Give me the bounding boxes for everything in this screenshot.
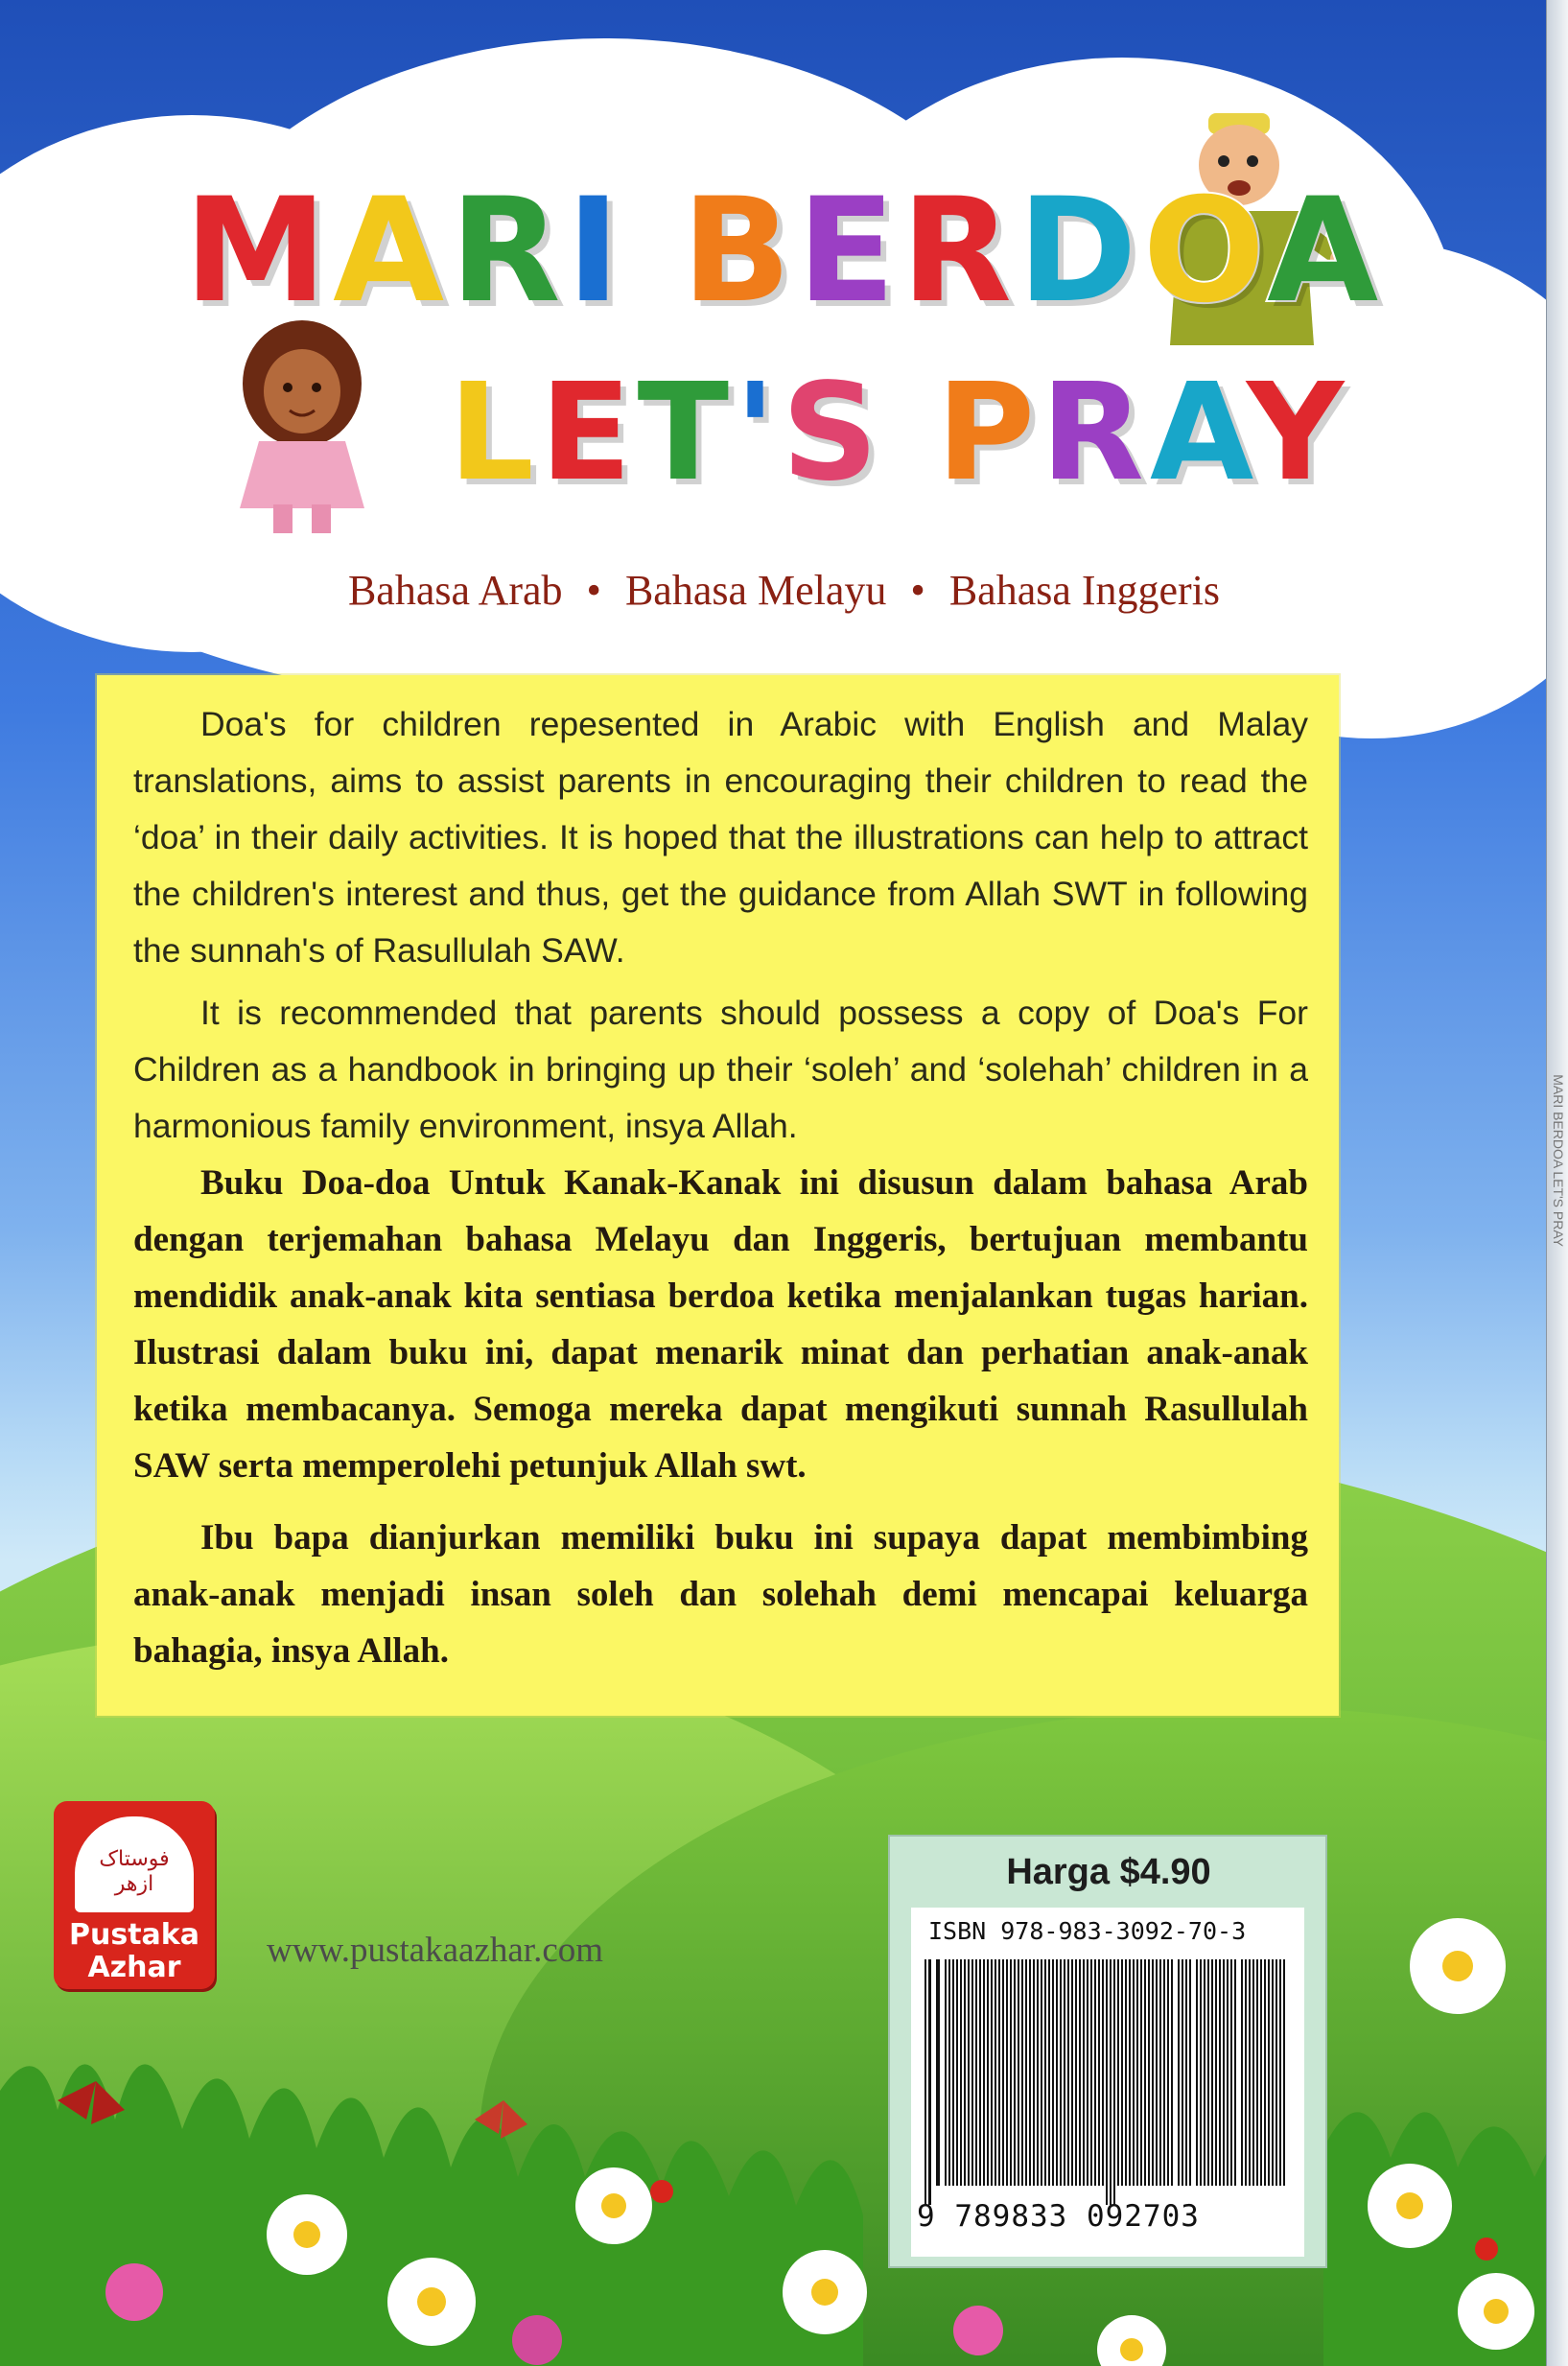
barcode-bar xyxy=(1241,1959,1243,2186)
price-label: Harga $4.90 xyxy=(1006,1852,1211,1892)
barcode-bar xyxy=(964,1959,966,2186)
barcode-bar xyxy=(979,1959,981,2186)
barcode-bar xyxy=(991,1959,993,2186)
barcode-bar xyxy=(1064,1959,1065,2186)
publisher-logo xyxy=(54,1801,215,1989)
title-line-1-letter: I xyxy=(566,168,626,335)
title-line-1-letter: R xyxy=(901,168,1018,335)
price-barcode-panel xyxy=(888,1835,1327,2268)
title-line-1-letter: R xyxy=(450,168,567,335)
separator-dot: • xyxy=(910,567,925,614)
barcode-bar xyxy=(1075,1959,1077,2186)
barcode-bar xyxy=(1098,1959,1100,2186)
title-line-1-letter: A xyxy=(1267,168,1385,335)
language-english: Bahasa Inggeris xyxy=(948,567,1221,614)
barcode-bar xyxy=(1211,1959,1213,2186)
barcode-bar xyxy=(1133,1959,1135,2186)
barcode-bar xyxy=(924,1959,926,2205)
barcode-bar xyxy=(956,1959,958,2186)
logo-arabic-text xyxy=(82,1847,186,1897)
barcode-bar xyxy=(1052,1959,1054,2186)
barcode-bar xyxy=(1219,1959,1221,2186)
barcode-bar xyxy=(1223,1959,1225,2186)
logo-name-line-2: Azhar xyxy=(87,1951,181,1984)
barcode-bar xyxy=(1204,1959,1205,2186)
barcode-bar xyxy=(1252,1959,1254,2186)
barcode-bar xyxy=(1121,1959,1123,2186)
barcode-bar xyxy=(1196,1959,1198,2186)
barcode-bar xyxy=(1279,1959,1281,2186)
barcode-bar xyxy=(1113,1959,1115,2205)
barcode-bar xyxy=(1029,1959,1031,2186)
title-line-2-letter: ' xyxy=(735,355,782,511)
barcode-bar xyxy=(1260,1959,1262,2186)
barcode-bar xyxy=(971,1959,973,2186)
barcode-bar xyxy=(1264,1959,1266,2186)
barcode-bar xyxy=(948,1959,950,2186)
barcode-bar xyxy=(1136,1959,1138,2186)
barcode-bar xyxy=(1087,1959,1088,2186)
barcode-bar xyxy=(952,1959,954,2186)
barcode-bar xyxy=(1033,1959,1035,2186)
barcode-bar xyxy=(1071,1959,1073,2186)
title-line-2-letter: E xyxy=(539,355,638,511)
logo-arabic-line-1: فوستاک xyxy=(99,1847,170,1871)
barcode-bar xyxy=(1106,1959,1108,2205)
title-line-1-letter: B xyxy=(681,168,798,335)
barcode-bar xyxy=(1256,1959,1258,2186)
barcode-bar xyxy=(1083,1959,1085,2186)
language-malay: Bahasa Melayu xyxy=(624,567,887,614)
barcode-bar xyxy=(1140,1959,1142,2186)
barcode-bar xyxy=(1018,1959,1019,2186)
malay-paragraph-1: Buku Doa-doa Untuk Kanak-Kanak ini disusun dalam bahasa Arab dengan terjemahan bahasa Melayu dan Inggeris, bertujuan membantu mendidik anak-anak kita sentiasa berdoa ketika menjalankan tugas harian. Ilustrasi dalam buku ini, dapat menarik minat dan perhatian anak-anak ketika membacanya. Semoga mereka dapat mengikuti sunnah Rasullulah SAW serta memperolehi petunjuk Allah swt. xyxy=(133,1163,1308,1486)
barcode-bar xyxy=(936,1959,940,2186)
barcode-bar xyxy=(1102,1959,1104,2186)
barcode-bar xyxy=(1094,1959,1096,2186)
barcode-bar xyxy=(1056,1959,1058,2186)
barcode-bar xyxy=(1152,1959,1154,2186)
barcode-bar xyxy=(1268,1959,1270,2186)
ean-digits: 9 789833 092703 xyxy=(917,2199,1200,2234)
barcode-bar xyxy=(1129,1959,1131,2186)
title-line-2-letter: A xyxy=(1149,355,1247,511)
barcode-bar xyxy=(1148,1959,1150,2186)
barcode-bar xyxy=(1245,1959,1247,2186)
barcode-bar xyxy=(1275,1959,1277,2186)
title-line-1-letter: A xyxy=(333,168,451,335)
barcode-bar xyxy=(998,1959,1000,2186)
barcode-bar xyxy=(1156,1959,1158,2186)
barcode-bar xyxy=(1060,1959,1062,2186)
barcode-bar xyxy=(1283,1959,1285,2186)
barcode-bar xyxy=(1041,1959,1042,2186)
spine-text: MARI BERDOA LET'S PRAY xyxy=(1551,1074,1566,1247)
barcode-bar xyxy=(1249,1959,1251,2186)
barcode-bar xyxy=(1067,1959,1069,2186)
barcode-bar xyxy=(1125,1959,1127,2186)
title-line-2-letter: Y xyxy=(1246,355,1350,511)
barcode-bar xyxy=(1090,1959,1092,2186)
title-line-2-letter: L xyxy=(448,355,540,511)
barcode-bar xyxy=(1171,1959,1173,2186)
title-line-2-letter: P xyxy=(936,355,1041,511)
barcode-bar xyxy=(1189,1959,1191,2186)
barcode-bar xyxy=(1117,1959,1119,2186)
barcode-bar xyxy=(1037,1959,1039,2186)
barcode-bar xyxy=(1014,1959,1016,2186)
barcode-bar xyxy=(1002,1959,1004,2186)
barcode-bar xyxy=(928,1959,931,2205)
barcode-bar xyxy=(1178,1959,1180,2186)
barcode-icon xyxy=(921,1959,1295,2205)
language-arabic: Bahasa Arab xyxy=(347,567,563,614)
barcode-bar xyxy=(1048,1959,1050,2186)
barcode-bar xyxy=(968,1959,970,2186)
separator-dot: • xyxy=(586,567,601,614)
barcode-area xyxy=(911,1908,1304,2257)
barcode-bar xyxy=(1025,1959,1027,2186)
barcode-bar xyxy=(960,1959,962,2186)
barcode-bar xyxy=(1207,1959,1209,2186)
barcode-bar xyxy=(1044,1959,1046,2186)
barcode-bar xyxy=(1272,1959,1274,2186)
barcode-bar xyxy=(983,1959,985,2186)
title-line-1-letter: E xyxy=(797,168,901,335)
title-line-2-letter: S xyxy=(781,355,884,511)
title-line-1-letter: M xyxy=(183,168,334,335)
barcode-bar xyxy=(1234,1959,1236,2186)
title-line-2-letter: T xyxy=(637,355,736,511)
publisher-website[interactable]: www.pustakaazhar.com xyxy=(267,1931,604,1970)
barcode-bar xyxy=(1185,1959,1187,2186)
barcode-bar xyxy=(1079,1959,1081,2186)
isbn-number: ISBN 978-983-3092-70-3 xyxy=(928,1917,1247,1945)
barcode-bar xyxy=(1006,1959,1008,2186)
malay-paragraph-2: Ibu bapa dianjurkan memiliki buku ini supaya dapat membimbing anak-anak menjadi insan soleh dan solehah demi mencapai keluarga bahagia, insya Allah. xyxy=(133,1518,1308,1671)
barcode-bar xyxy=(987,1959,989,2186)
title-line-2-letter: R xyxy=(1041,355,1150,511)
barcode-bar xyxy=(1010,1959,1012,2186)
barcode-bar xyxy=(975,1959,977,2186)
english-paragraph-2: It is recommended that parents should possess a copy of Doa's For Children as a handbook in bringing up their ‘soleh’ and ‘solehah’ children in a harmonious family environment, insya Allah. xyxy=(133,994,1308,1145)
barcode-bar xyxy=(995,1959,996,2186)
barcode-bar xyxy=(1163,1959,1165,2186)
title-line-1-letter: O xyxy=(1142,168,1268,335)
barcode-bar xyxy=(1215,1959,1217,2186)
english-paragraph-1: Doa's for children repesented in Arabic with English and Malay translations, aims to assist parents in encouraging their children to read the ‘doa’ in their daily activities. It is hoped that the illustrations can help to attract the children's interest and thus, get the guidance from Allah SWT in following the sunnah's of Rasullulah SAW. xyxy=(133,705,1308,970)
logo-arabic-line-2: ازهر xyxy=(114,1872,154,1896)
barcode-bar xyxy=(1200,1959,1202,2186)
barcode-bar xyxy=(1182,1959,1183,2186)
barcode-bar xyxy=(1021,1959,1023,2186)
barcode-bar xyxy=(1230,1959,1232,2186)
barcode-bar xyxy=(1159,1959,1161,2186)
barcode-bar xyxy=(945,1959,947,2186)
barcode-bar xyxy=(1144,1959,1146,2186)
book-spine-edge xyxy=(1546,0,1568,2366)
barcode-bar xyxy=(1167,1959,1169,2186)
barcode-bar xyxy=(1227,1959,1229,2186)
title-line-1-letter: D xyxy=(1018,168,1143,335)
barcode-bar xyxy=(1110,1959,1112,2205)
logo-name-line-1: Pustaka xyxy=(69,1918,199,1952)
